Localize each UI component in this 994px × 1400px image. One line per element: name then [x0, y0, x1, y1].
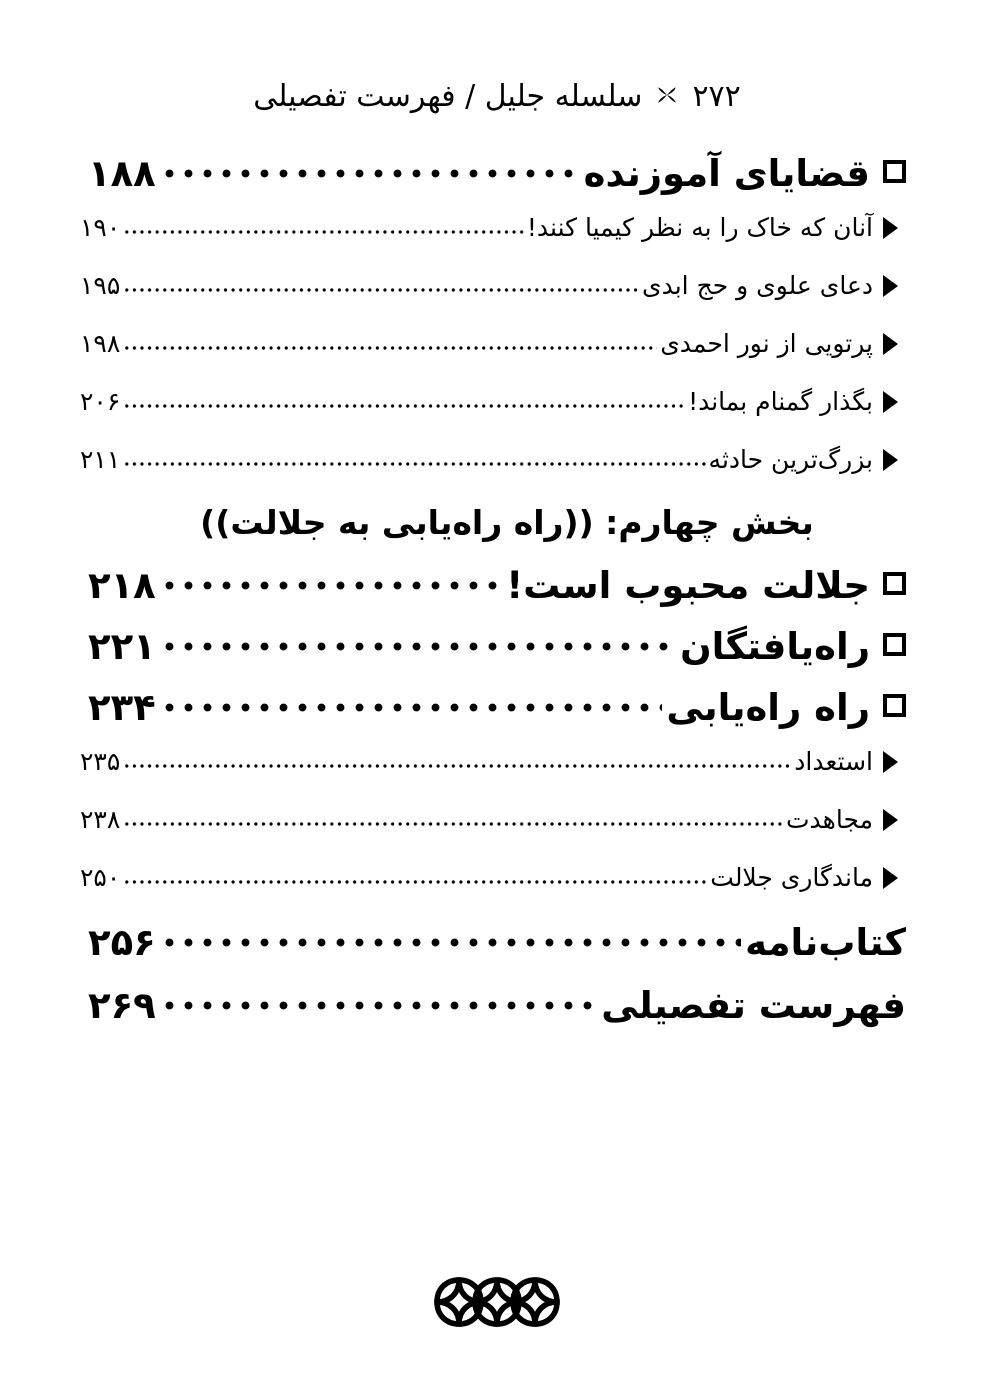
filled-triangle-bullet-icon [883, 391, 898, 413]
toc-chapter-row[interactable] [88, 625, 906, 675]
toc-subentry-row[interactable] [80, 387, 906, 423]
toc-entry-page-number: ۲۳۴ [88, 686, 156, 729]
hollow-square-bullet-icon [883, 572, 906, 595]
dot-leader [160, 576, 503, 595]
dot-leader [123, 402, 685, 410]
toc-entry-label: راه راه‌یابی [666, 686, 870, 729]
toc-entry-page-number: ۱۹۰ [80, 213, 121, 242]
hollow-square-bullet-icon [883, 633, 906, 656]
toc-entry-page-number: ۲۳۸ [80, 805, 121, 834]
toc-entry-label: پرتویی از نور احمدی [660, 329, 873, 358]
toc-chapter-row[interactable] [88, 984, 906, 1034]
dot-leader [123, 228, 524, 236]
toc-entry-label: مجاهدت [786, 805, 873, 834]
toc-entry-page-number: ۱۹۵ [80, 271, 121, 300]
toc-entry-page-number: ۲۲۱ [88, 625, 156, 668]
dot-leader [160, 996, 598, 1015]
toc-subentry-row[interactable] [80, 271, 906, 307]
filled-triangle-bullet-icon [883, 867, 898, 889]
toc-entry-label: دعای علوی و حج ابدی [642, 271, 873, 300]
toc-chapter-row[interactable] [88, 564, 906, 614]
toc-entry-label: ماندگاری جلالت [710, 863, 873, 892]
dot-leader [160, 164, 580, 183]
toc-entry-page-number: ۲۱۸ [88, 564, 156, 607]
part-heading: بخش چهارم: ((راه راه‌یابی به جلالت)) [200, 503, 814, 542]
toc-entry-page-number: ۲۵۰ [80, 863, 121, 892]
hollow-square-bullet-icon [883, 160, 906, 183]
toc-entry-label: کتاب‌نامه [745, 921, 906, 964]
hollow-square-bullet-icon [883, 694, 906, 717]
toc-entry-page-number: ۲۵۶ [88, 921, 156, 964]
toc-entry-label: جلالت محبوب است! [506, 564, 870, 607]
toc-chapter-row[interactable] [88, 921, 906, 971]
toc-subentry-row[interactable] [80, 747, 906, 783]
toc-list [80, 152, 906, 1047]
dot-leader [123, 344, 657, 352]
header-title: سلسله جلیل / فهرست تفصیلی [253, 79, 643, 114]
dot-leader [123, 460, 705, 468]
toc-entry-page-number: ۲۶۹ [88, 984, 156, 1027]
toc-entry-label: بزرگ‌ترین حادثه [708, 445, 873, 474]
toc-subentry-row[interactable] [80, 329, 906, 365]
toc-entry-label: قضایای آموزنده [583, 152, 870, 195]
running-header [0, 78, 994, 116]
toc-entry-page-number: ۲۳۵ [80, 747, 121, 776]
toc-entry-page-number: ۲۱۱ [80, 445, 121, 474]
toc-entry-label: فهرست تفصیلی [601, 984, 906, 1027]
dot-leader [160, 933, 741, 952]
toc-entry-page-number: ۲۰۶ [80, 387, 121, 416]
toc-entry-label: راه‌یافتگان [680, 625, 870, 668]
filled-triangle-bullet-icon [883, 751, 898, 773]
toc-entry-page-number: ۱۹۸ [80, 329, 121, 358]
toc-subentry-row[interactable] [80, 805, 906, 841]
dot-leader [123, 286, 639, 294]
filled-triangle-bullet-icon [883, 449, 898, 471]
dot-leader [123, 820, 783, 828]
filled-triangle-bullet-icon [883, 333, 898, 355]
dot-leader [160, 637, 676, 656]
dot-leader [123, 762, 791, 770]
header-folio: ۲۷۲ [692, 79, 741, 114]
flower-ornament-icon [654, 82, 680, 113]
toc-subentry-row[interactable] [80, 445, 906, 481]
toc-entry-label: استعداد [794, 747, 873, 776]
toc-entry-label: بگذار گمنام بماند! [688, 387, 873, 416]
toc-chapter-row[interactable] [88, 152, 906, 202]
filled-triangle-bullet-icon [883, 275, 898, 297]
toc-chapter-row[interactable] [88, 686, 906, 736]
toc-subentry-row[interactable] [80, 863, 906, 899]
toc-subentry-row[interactable] [80, 213, 906, 249]
filled-triangle-bullet-icon [883, 217, 898, 239]
petal-band-ornament-icon [0, 1266, 994, 1338]
dot-leader [123, 878, 707, 886]
filled-triangle-bullet-icon [883, 809, 898, 831]
toc-entry-label: آنان که خاک را به نظر کیمیا کنند! [526, 213, 873, 242]
dot-leader [160, 698, 663, 717]
toc-entry-page-number: ۱۸۸ [88, 152, 156, 195]
